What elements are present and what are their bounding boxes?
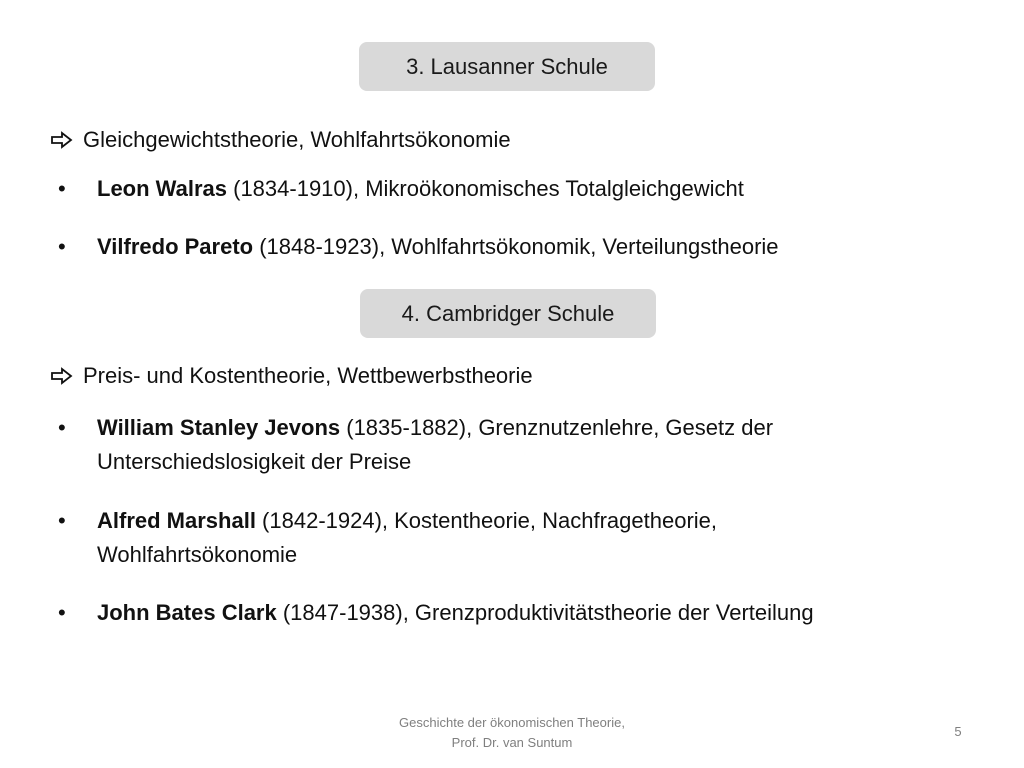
page-number: 5: [954, 724, 962, 739]
footer-line-2: Prof. Dr. van Suntum: [451, 735, 573, 750]
list-item-clark: [58, 596, 958, 630]
list-item-pareto: [58, 230, 958, 264]
person-name: Vilfredo Pareto: [97, 234, 254, 259]
slide-footer: [362, 713, 662, 753]
list-item-text: [97, 596, 958, 630]
right-outline-arrow-icon: [50, 130, 74, 150]
list-item-text: [97, 504, 958, 572]
list-item-walras: [58, 172, 958, 206]
footer-line-1: Geschichte der ökonomischen Theorie,: [399, 715, 625, 730]
person-name: John Bates Clark: [97, 600, 277, 625]
list-item-marshall: [58, 504, 958, 572]
list-item-text: [97, 172, 958, 206]
person-detail-continued: Unterschiedslosigkeit der Preise: [97, 449, 412, 474]
person-detail-continued: Wohlfahrtsökonomie: [97, 542, 298, 567]
list-item-text: [97, 411, 958, 479]
person-detail: (1848-1923), Wohlfahrtsökonomik, Verteilungstheorie: [253, 234, 779, 259]
topic-line-lausanne: [50, 127, 511, 153]
person-detail: (1842-1924), Kostentheorie, Nachfragetheorie,: [255, 508, 718, 533]
list-item-jevons: [58, 411, 958, 479]
person-detail: (1834-1910), Mikroökonomisches Totalgleichgewicht: [227, 176, 744, 201]
bullet-marker: •: [58, 415, 66, 440]
person-name: Alfred Marshall: [97, 508, 256, 533]
bullet-marker: •: [58, 234, 66, 259]
topic-text: Preis- und Kostentheorie, Wettbewerbstheorie: [83, 363, 533, 388]
list-item-text: [97, 230, 958, 264]
person-detail: (1847-1938), Grenzproduktivitätstheorie der Verteilung: [276, 600, 814, 625]
person-name: William Stanley Jevons: [97, 415, 341, 440]
bullet-marker: •: [58, 176, 66, 201]
bullet-marker: •: [58, 508, 66, 533]
person-name: Leon Walras: [97, 176, 227, 201]
right-outline-arrow-icon: [50, 366, 74, 386]
topic-text: Gleichgewichtstheorie, Wohlfahrtsökonomie: [83, 127, 511, 152]
person-detail: (1835-1882), Grenznutzenlehre, Gesetz der: [340, 415, 774, 440]
topic-line-cambridge: [50, 363, 533, 389]
section-heading-lausanne: 3. Lausanner Schule: [359, 42, 655, 91]
section-heading-cambridge: 4. Cambridger Schule: [360, 289, 656, 338]
bullet-marker: •: [58, 600, 66, 625]
